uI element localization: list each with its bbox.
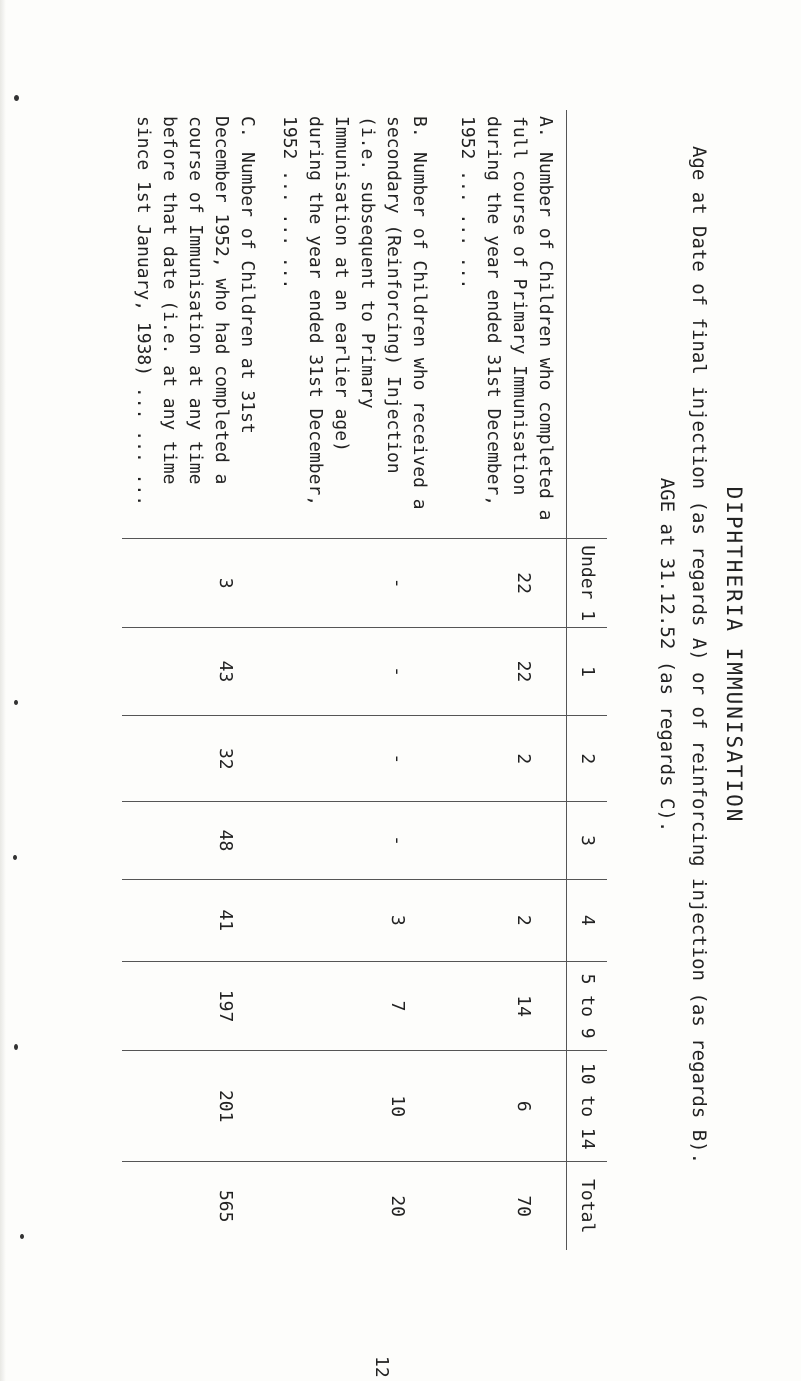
column-header: 1 [567,627,608,715]
rotated-document [127,60,747,1250]
table-cell: 3 [122,539,268,628]
row-description [268,110,440,539]
table-cell: 32 [122,716,268,802]
column-header: Under 1 [567,539,608,628]
scan-speck [14,700,18,705]
table-cell: 201 [122,1051,268,1162]
column-header: 3 [567,802,608,879]
table-cell: 20 [268,1162,440,1250]
table-row [122,110,268,1250]
column-header: 10 to 14 [567,1051,608,1162]
row-text: Number of Children at 31st December 1952, who had completed a course of Immunisation at any time before that date (i.e. at any time since 1st January, 1938) ... ... ... [133,116,258,507]
table-cell: - [268,716,440,802]
title-block [651,60,747,1250]
table-cell: - [268,802,440,879]
table-header-row [567,110,608,1250]
row-description [122,110,268,539]
immunisation-table [122,110,607,1250]
table-cell: 43 [122,627,268,715]
table-row [268,110,440,1250]
table-cell: 6 [440,1051,567,1162]
scan-speck [20,1234,24,1239]
page-title: DIPHTHERIA IMMUNISATION [722,486,746,824]
table-cell: 3 [268,879,440,962]
row-label: C. [237,116,258,138]
table-cell: 22 [440,627,567,715]
table-cell: 41 [122,879,268,962]
table-cell: 197 [122,962,268,1051]
page-subtitle-age: AGE at 31.12.52 (as regards C). [656,477,678,833]
table-cell: 70 [440,1162,567,1250]
table-cell: 14 [440,962,567,1051]
table-cell: 48 [122,802,268,879]
table-row [440,110,567,1250]
scan-speck [14,1044,18,1050]
row-label: B. [409,116,430,138]
column-header: 5 to 9 [567,962,608,1051]
row-text: Number of Children who received a secondary (Reinforcing) Injection (i.e. subsequent to Primary Immunisation at an earlier age) during the year ended 31st December, 1952 ... ... ... [279,116,430,510]
scan-edge [0,0,6,1381]
page-number: 12 [371,1356,392,1378]
row-text: Number of Children who completed a full course of Primary Immunisation during the year ended 31st December, 1952 ... ... ... [457,116,556,521]
row-description [440,110,567,539]
row-label: A. [535,116,556,138]
table-cell: 22 [440,539,567,628]
table-cell: 10 [268,1051,440,1162]
table-cell: 7 [268,962,440,1051]
page-subtitle: Age at Date of final injection (as regards A) or of reinforcing injection (as regards B). [688,145,710,1165]
table-cell: 2 [440,716,567,802]
column-header: 4 [567,879,608,962]
column-header: Total [567,1162,608,1250]
table-cell: - [268,539,440,628]
table-header-blank [567,110,608,539]
table-cell: 565 [122,1162,268,1250]
table-cell: - [268,627,440,715]
table-cell: 2 [440,879,567,962]
table-cell [440,802,567,879]
scan-speck [14,95,19,101]
scan-speck [13,855,17,860]
column-header: 2 [567,716,608,802]
